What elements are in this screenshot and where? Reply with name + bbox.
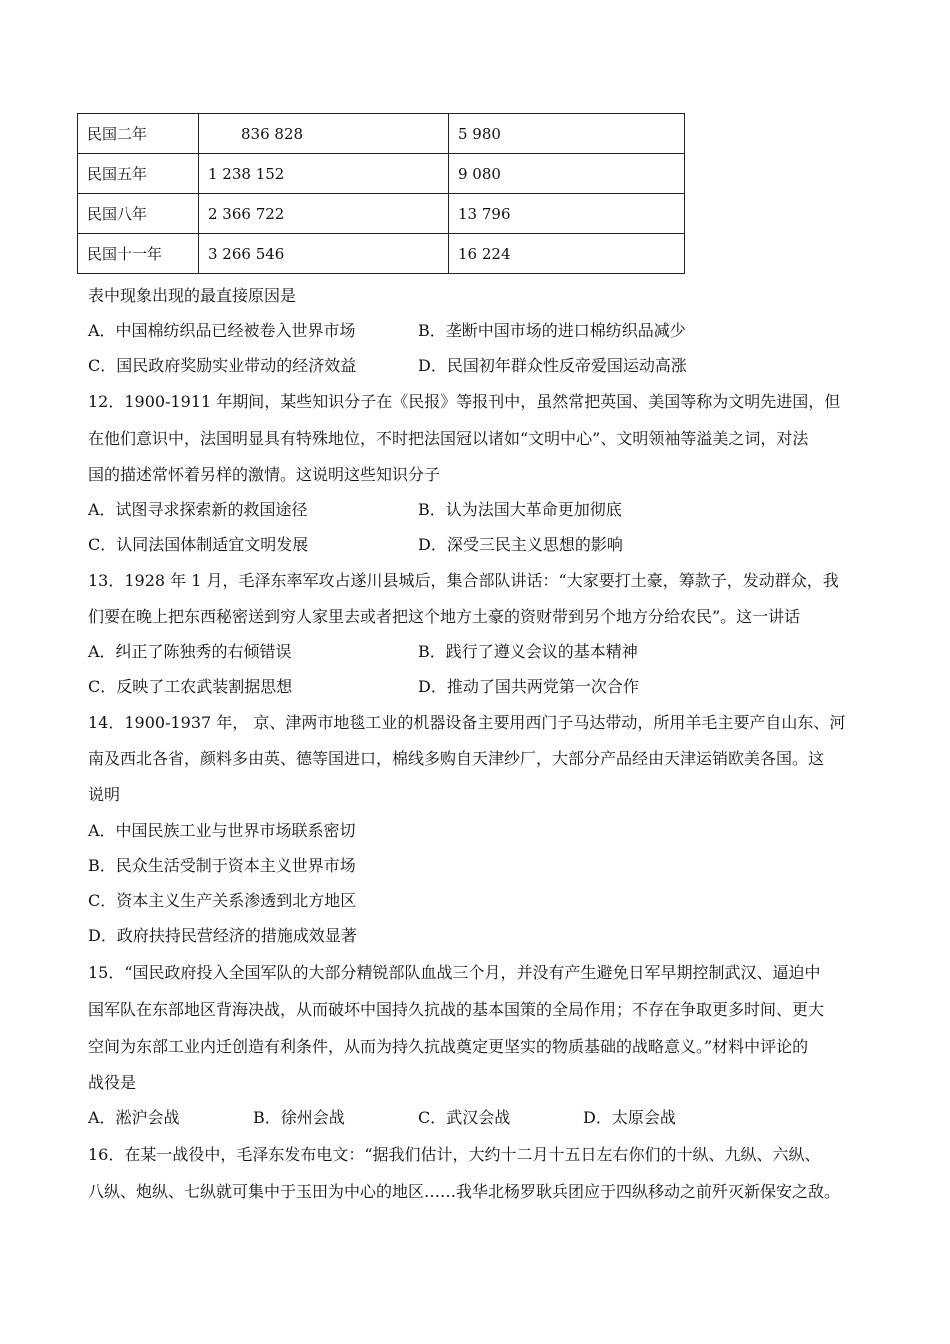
- q13-option-b: B．践行了遵义会议的基本精神: [418, 642, 638, 661]
- q12-option-d: D．深受三民主义思想的影响: [418, 535, 623, 554]
- q15-stem-line4: 战役是: [88, 1073, 137, 1092]
- q11-option-c: C．国民政府奖励实业带动的经济效益: [88, 356, 357, 375]
- q12-option-b: B．认为法国大革命更加彻底: [418, 500, 622, 519]
- q13-stem-line1: 13．1928 年 1 月，毛泽东率军攻占遂川县城后，集合部队讲话：“大家要打土豪，筹款子，发动群众，我: [88, 571, 839, 590]
- q12-stem-line1: 12．1900-1911 年期间，某些知识分子在《民报》等报刊中，虽然常把英国、美国等称为文明先进国，但: [88, 392, 841, 411]
- table-cell-year: 民国二年: [78, 114, 199, 154]
- table-cell-year: 民国八年: [78, 194, 199, 234]
- q13-option-a: A．纠正了陈独秀的右倾错误: [88, 642, 292, 661]
- q14-stem-line2: 南及西北各省，颜料多由英、德等国进口，棉线多购自天津纱厂，大部分产品经由天津运销欧美各国。这: [88, 749, 825, 768]
- q15-option-c: C．武汉会战: [418, 1108, 511, 1127]
- q15-option-d: D．太原会战: [583, 1108, 676, 1127]
- table-cell-value1: 2 366 722: [199, 194, 449, 234]
- table-cell-value2: 16 224: [449, 234, 685, 274]
- q14-option-c: C．资本主义生产关系渗透到北方地区: [88, 891, 357, 910]
- q12-stem-line2: 在他们意识中，法国明显具有特殊地位，不时把法国冠以诸如“文明中心”、文明领袖等溢美之词，对法: [88, 429, 809, 448]
- q12-option-c: C．认同法国体制适宜文明发展: [88, 535, 309, 554]
- table-cell-value1: 836 828: [199, 114, 449, 154]
- q11-option-b: B．垄断中国市场的进口棉纺织品减少: [418, 321, 686, 340]
- q15-option-a: A．淞沪会战: [88, 1108, 180, 1127]
- q14-option-b: B．民众生活受制于资本主义世界市场: [88, 856, 356, 875]
- q15-stem-line2: 国军队在东部地区背海决战，从而破坏中国持久抗战的基本国策的全局作用；不存在争取更多时间、更大: [88, 1000, 825, 1019]
- q13-option-d: D．推动了国共两党第一次合作: [418, 677, 639, 696]
- q12-stem-line3: 国的描述常怀着另样的激情。这说明这些知识分子: [88, 465, 441, 484]
- q15-option-b: B．徐州会战: [253, 1108, 345, 1127]
- table-row: [78, 234, 685, 274]
- q14-stem-line3: 说明: [88, 785, 121, 804]
- table-cell-year: 民国十一年: [78, 234, 199, 274]
- q16-stem-line1: 16．在某一战役中，毛泽东发布电文：“据我们估计，大约十二月十五日左右你们的十纵、九纵、六纵、: [88, 1145, 821, 1164]
- data-table: [77, 113, 685, 274]
- q14-option-d: D．政府扶持民营经济的措施成效显著: [88, 926, 357, 945]
- table-cell-year: 民国五年: [78, 154, 199, 194]
- q11-option-d: D．民国初年群众性反帝爱国运动高涨: [418, 356, 687, 375]
- q15-stem-line1: 15．“国民政府投入全国军队的大部分精锐部队血战三个月，并没有产生避免日军早期控制武汉、逼迫中: [88, 963, 821, 982]
- q11-option-a: A．中国棉纺织品已经被卷入世界市场: [88, 321, 356, 340]
- q11-stem: 表中现象出现的最直接原因是: [88, 286, 297, 305]
- table-row: [78, 154, 685, 194]
- q14-stem-line1: 14．1900-1937 年， 京、津两市地毯工业的机器设备主要用西门子马达带动，所用羊毛主要产自山东、河: [88, 713, 846, 732]
- table-cell-value1: 1 238 152: [199, 154, 449, 194]
- q14-option-a: A．中国民族工业与世界市场联系密切: [88, 821, 356, 840]
- table-cell-value1: 3 266 546: [199, 234, 449, 274]
- table-cell-value2: 13 796: [449, 194, 685, 234]
- table-row: [78, 114, 685, 154]
- q15-stem-line3: 空间为东部工业内迁创造有利条件，从而为持久抗战奠定更坚实的物质基础的战略意义。”材料中评论的: [88, 1037, 809, 1056]
- q13-option-c: C．反映了工农武装割据思想: [88, 677, 293, 696]
- q12-option-a: A．试图寻求探索新的救国途径: [88, 500, 308, 519]
- q16-stem-line2: 八纵、炮纵、七纵就可集中于玉田为中心的地区……我华北杨罗耿兵团应于四纵移动之前歼灭新保安之敌。: [88, 1182, 841, 1201]
- q13-stem-line2: 们要在晚上把东西秘密送到穷人家里去或者把这个地方土豪的资财带到另个地方分给农民”。这一讲话: [88, 607, 801, 626]
- table-row: [78, 194, 685, 234]
- table-cell-value2: 9 080: [449, 154, 685, 194]
- table-cell-value2: 5 980: [449, 114, 685, 154]
